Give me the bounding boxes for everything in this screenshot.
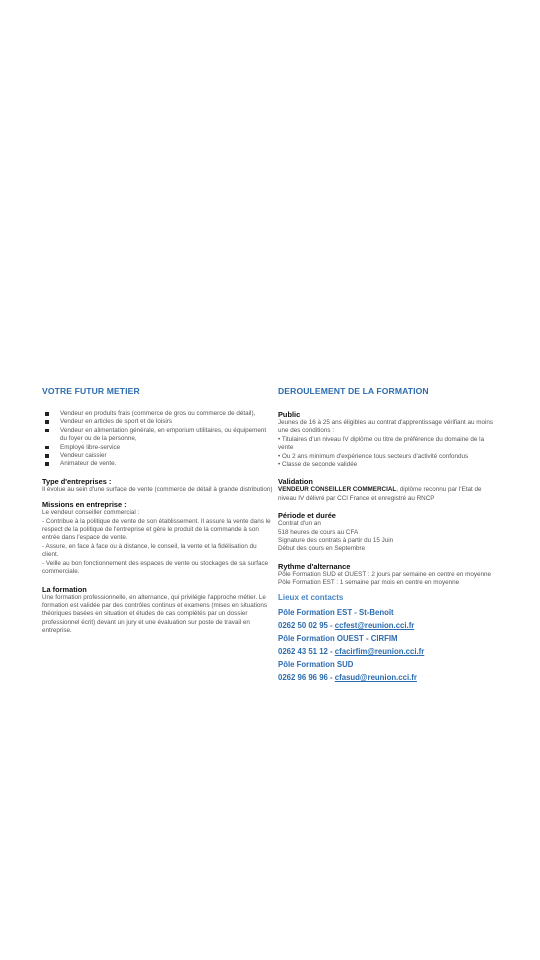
missions-line: - Contribue à la politique de vente de son établissement. Il assure la vente dans le respect de la politique de l'entreprise et gère le produit de la commande à son entrée dans l'espace de vente. <box>42 517 271 542</box>
periode-line: Contrat d'un an <box>278 520 321 528</box>
job-bullet-list <box>42 410 274 469</box>
diploma-name: VENDEUR CONSEILLER COMMERCIAL <box>278 486 397 494</box>
formation-block <box>42 585 274 636</box>
validation-text: VENDEUR CONSEILLER COMMERCIAL, diplôme reconnu par l'Etat de niveau IV délivré par CCI France et enregistré au RNCP <box>278 486 482 502</box>
validation-block <box>278 477 498 503</box>
left-column <box>42 386 274 642</box>
email-link[interactable]: cfasud@reunion.cci.fr <box>334 673 417 683</box>
public-line: • Ou 2 ans minimum d'expérience tous secteurs d'activité confondus <box>278 452 469 460</box>
section-title-metier: VOTRE FUTUR METIER <box>42 386 140 396</box>
bullet-square-icon <box>45 420 49 424</box>
formation-heading: La formation <box>42 584 87 594</box>
phone-number: 0262 96 96 96 - <box>278 673 335 683</box>
public-line: • Classe de seconde validée <box>278 461 358 469</box>
contact-name: Pôle Formation SUD <box>278 660 354 670</box>
public-line: • Titulaires d'un niveau IV diplôme ou titre de préférence du domaine de la vente <box>278 435 485 452</box>
periode-block <box>278 511 498 554</box>
bullet-square-icon <box>45 412 49 416</box>
contacts-block <box>278 593 498 684</box>
bullet-square-icon <box>45 462 49 466</box>
missions-line: - Veille au bon fonctionnement des espaces de vente ou stockages de sa surface commerciale. <box>42 559 269 576</box>
public-heading: Public <box>278 410 301 419</box>
rythme-line: Pôle Formation SUD et OUEST : 2 jours par semaine en centre en moyenne <box>278 570 492 578</box>
contacts-title: Lieux et contacts <box>278 593 344 603</box>
bullet-square-icon <box>45 429 49 433</box>
bullet-square-icon <box>45 446 49 450</box>
list-item: Vendeur en articles de sport et de loisirs <box>42 418 274 426</box>
formation-text: Une formation professionnelle, en alternance, qui privilégie l'approche métier. Le formation est validée par des contrôles continus et examens (mises en situations théoriques basées en situation et études de cas complétés par un dossier professionnel écrit) devant un jury et une évaluation sur poste de travail en entreprise. <box>42 593 268 635</box>
rythme-heading: Rythme d'alternance <box>278 561 351 571</box>
public-line: Jeunes de 16 à 25 ans éligibles au contrat d'apprentissage vérifiant au moins une des conditions : <box>278 419 494 435</box>
entreprises-text: Il évolue au sein d'une surface de vente (commerce de détail à grande distribution) <box>42 485 273 493</box>
contact-line <box>278 619 498 632</box>
phone-number: 0262 43 51 12 - <box>278 647 335 657</box>
contact-name: Pôle Formation EST - St-Benoît <box>278 608 394 618</box>
periode-line: Début des cours en Septembre <box>278 545 366 553</box>
periode-line: Signature des contrats à partir du 15 Juin <box>278 537 394 545</box>
periode-line: 518 heures de cours au CFA <box>278 528 359 536</box>
entreprises-heading: Type d'entreprises : <box>42 476 112 486</box>
phone-number: 0262 50 02 95 - <box>278 621 335 631</box>
contact-name: Pôle Formation OUEST - CIRFIM <box>278 634 398 644</box>
missions-block <box>42 500 274 576</box>
bullet-square-icon <box>45 454 49 458</box>
periode-heading: Période et durée <box>278 511 336 521</box>
list-item: Animateur de vente. <box>42 460 274 468</box>
entreprises-block <box>42 477 274 494</box>
public-block <box>278 410 498 469</box>
list-item: Vendeur caissier <box>42 452 274 460</box>
missions-line: Le vendeur conseiller commercial : <box>42 509 140 517</box>
list-item: Employé libre-service <box>42 444 274 452</box>
section-title-deroulement: DEROULEMENT DE LA FORMATION <box>278 386 429 396</box>
validation-heading: Validation <box>278 477 313 487</box>
rythme-block <box>278 562 498 587</box>
missions-heading: Missions en entreprise : <box>42 500 127 510</box>
list-item: Vendeur en alimentation générale, en emporium utilitaires, ou équipement du foyer ou de la personne, <box>42 427 274 444</box>
contact-line <box>278 645 498 658</box>
email-link[interactable]: cfacirfim@reunion.cci.fr <box>334 647 425 657</box>
contact-line <box>278 671 498 684</box>
rythme-line: Pôle Formation EST : 1 semaine par mois en centre en moyenne <box>278 579 460 587</box>
right-column <box>278 386 498 684</box>
email-link[interactable]: ccfest@reunion.cci.fr <box>334 621 415 631</box>
missions-line: - Assure, en face à face ou à distance, le conseil, la vente et la fidélisation du client. <box>42 542 257 559</box>
list-item: Vendeur en produits frais (commerce de gros ou commerce de détail), <box>42 410 274 418</box>
